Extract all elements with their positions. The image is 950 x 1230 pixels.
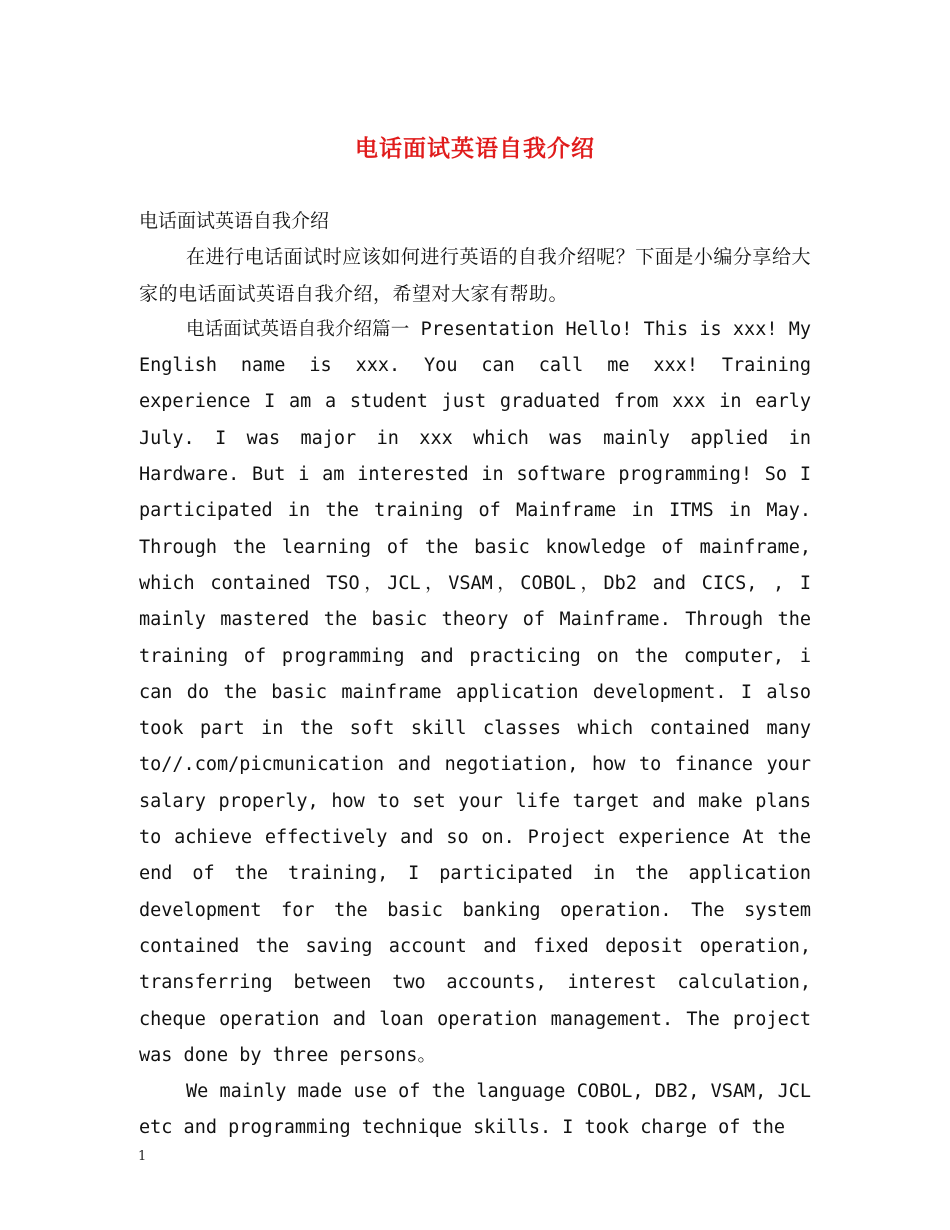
section-subheading: 电话面试英语自我介绍 bbox=[139, 210, 330, 232]
body-paragraph-1: 电话面试英语自我介绍篇一 Presentation Hello! This is xxx! My English name is xxx. You can call me xxx! Training experience I am a student just graduated from xxx in early July. I was major in xxx which was mainly applied in Hardware. But i am interested in software programming! So I participated in the training of Mainframe in ITMS in May. Through the learning of the basic knowledge of mainframe, which contained TSO，JCL，VSAM，COBOL，Db2 and CICS, , I mainly mastered the basic theory of Mainframe. Through the training of programming and practicing on the computer, i can do the basic mainframe application development. I also took part in the soft skill classes which contained many to//.com/picmunication and negotiation, how to finance your salary properly, how to set your life target and make plans to achieve effectively and so on. Project experience At the end of the training, I participated in the application development for the basic banking operation. The system contained the saving account and fixed deposit operation, transferring between two accounts, interest calculation, cheque operation and loan operation management. The project was done by three persons。 bbox=[139, 318, 811, 1066]
document-body bbox=[139, 203, 811, 1147]
page-number: 1 bbox=[138, 1149, 147, 1164]
intro-paragraph: 在进行电话面试时应该如何进行英语的自我介绍呢？下面是小编分享给大家的电话面试英语自我介绍，希望对大家有帮助。 bbox=[139, 246, 811, 305]
document-title: 电话面试英语自我介绍 bbox=[355, 135, 595, 162]
body-paragraph-2: We mainly made use of the language COBOL, DB2, VSAM, JCL etc and programming technique skills. I took charge of the bbox=[139, 1081, 811, 1139]
